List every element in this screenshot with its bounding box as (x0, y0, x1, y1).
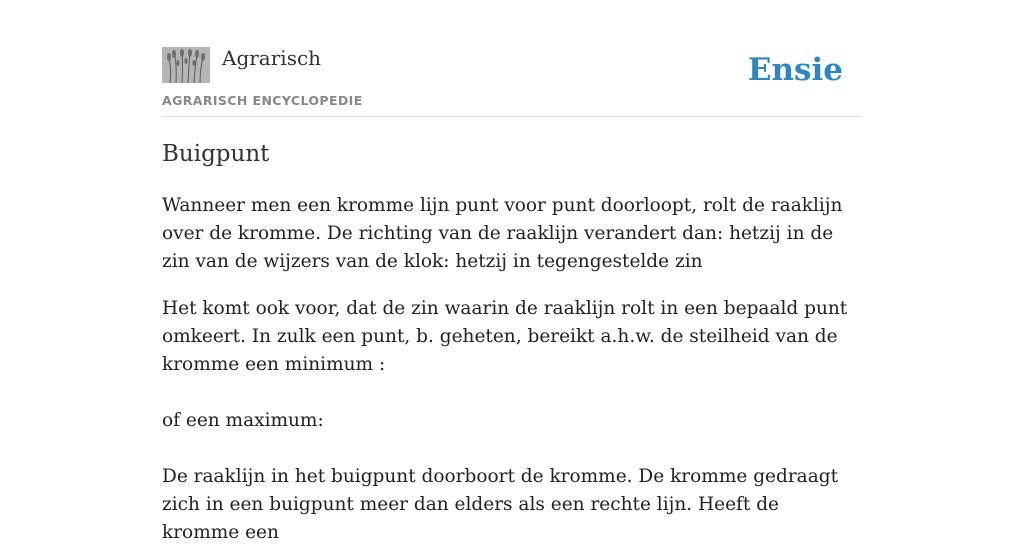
article (162, 138, 862, 547)
site-name[interactable]: Agrarisch (222, 46, 322, 70)
paragraph: of een maximum: (162, 410, 324, 431)
site-header (162, 40, 862, 117)
paragraph: Het komt ook voor, dat de zin waarin de raaklijn rolt in een bepaald punt omkeert. In zulk een punt, b. geheten, bereikt a.h.w. de steilheid van de kromme een minimum : (162, 298, 848, 375)
brand-logo[interactable]: Ensie (747, 52, 843, 88)
paragraph: De raaklijn in het buigpunt doorboort de kromme. De kromme gedraagt zich in een buigpunt meer dan elders als een rechte lijn. Heeft de kromme een (162, 466, 839, 543)
paragraph: Wanneer men een kromme lijn punt voor punt doorloopt, rolt de raaklijn over de kromme. De richting van de raaklijn verandert dan: hetzij in de zin van de wijzers van de klok: hetzij in tegengestelde zin (162, 195, 843, 272)
site-subtitle: AGRARISCH ENCYCLOPEDIE (162, 93, 363, 108)
wheat-avatar-icon[interactable] (162, 47, 210, 83)
article-title: Buigpunt (162, 141, 270, 167)
